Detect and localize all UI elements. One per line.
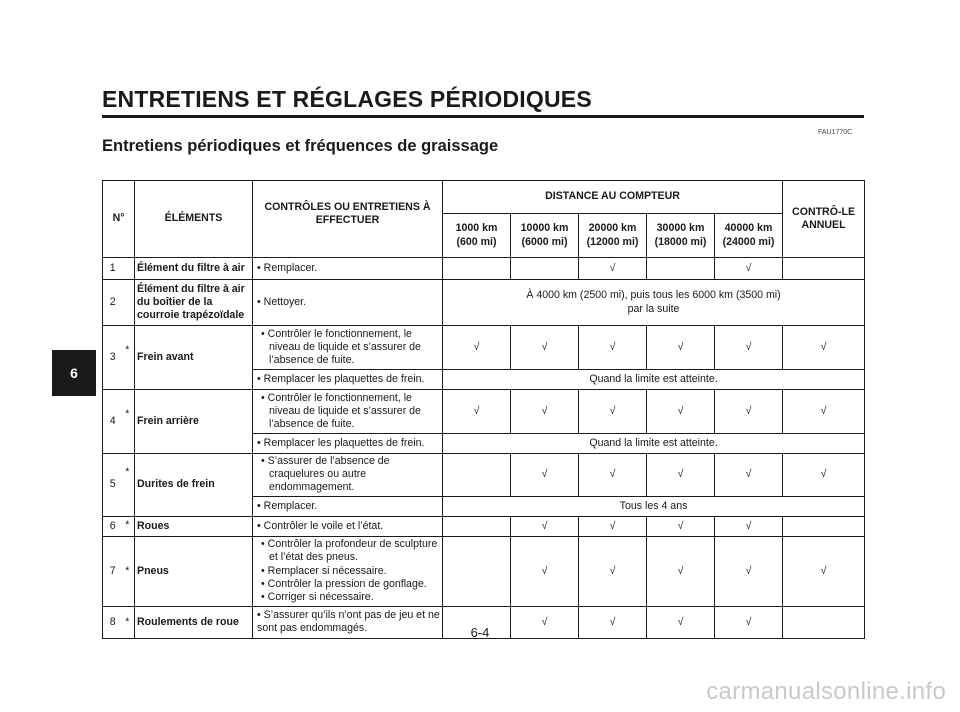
table-row bbox=[103, 516, 865, 536]
check-mark: √ bbox=[647, 516, 715, 536]
table-row bbox=[103, 258, 865, 280]
check-mark: √ bbox=[511, 536, 579, 606]
check-mark: √ bbox=[443, 326, 511, 370]
check-mark: √ bbox=[715, 536, 783, 606]
row-task: • Remplacer les plaquettes de frein. bbox=[253, 434, 443, 454]
cell-annual bbox=[783, 258, 865, 280]
interval-text: Tous les 4 ans bbox=[443, 496, 865, 516]
table-row bbox=[103, 326, 865, 370]
task-text: • S’assurer de l’absence de craquelures ou autre endommagement. bbox=[261, 455, 390, 494]
row-star: * bbox=[123, 536, 135, 606]
check-mark: √ bbox=[579, 454, 647, 497]
check-mark: √ bbox=[579, 326, 647, 370]
check-mark: √ bbox=[647, 326, 715, 370]
interval-text: À 4000 km (2500 mi), puis tous les 6000 km (3500 mi) par la suite bbox=[443, 280, 865, 326]
row-task bbox=[253, 454, 443, 497]
chapter-tab: 6 bbox=[52, 350, 96, 396]
row-element: Frein arrière bbox=[135, 390, 253, 454]
table-row bbox=[103, 280, 865, 326]
row-star bbox=[123, 280, 135, 326]
title-rule bbox=[102, 115, 864, 118]
check-mark: √ bbox=[783, 326, 865, 370]
check-mark: √ bbox=[443, 390, 511, 434]
page-title: ENTRETIENS ET RÉGLAGES PÉRIODIQUES bbox=[102, 86, 592, 112]
maintenance-table bbox=[102, 180, 865, 639]
header-dist-20000: 20000 km (12000 mi) bbox=[579, 214, 647, 258]
check-mark: √ bbox=[715, 516, 783, 536]
table-row bbox=[103, 390, 865, 434]
check-mark: √ bbox=[511, 516, 579, 536]
check-mark: √ bbox=[715, 326, 783, 370]
row-element: Pneus bbox=[135, 536, 253, 606]
check-mark: √ bbox=[647, 536, 715, 606]
row-element: Roues bbox=[135, 516, 253, 536]
check-mark: √ bbox=[511, 326, 579, 370]
header-elements: ÉLÉMENTS bbox=[135, 181, 253, 258]
row-task: • S’assurer qu’ils n’ont pas de jeu et ne sont pas endommagés. bbox=[253, 606, 443, 638]
task-text: • Remplacer si nécessaire. bbox=[261, 564, 387, 577]
cell-1000 bbox=[443, 536, 511, 606]
task-text: • Corriger si nécessaire. bbox=[261, 591, 374, 604]
check-mark: √ bbox=[579, 258, 647, 280]
row-number: 5 bbox=[103, 454, 123, 517]
row-number: 1 bbox=[103, 258, 123, 280]
cell-annual bbox=[783, 516, 865, 536]
cell-1000 bbox=[443, 454, 511, 497]
check-mark: √ bbox=[647, 390, 715, 434]
cell-30000 bbox=[647, 258, 715, 280]
header-dist-40000: 40000 km (24000 mi) bbox=[715, 214, 783, 258]
row-number: 8 bbox=[103, 606, 123, 638]
header-distance: DISTANCE AU COMPTEUR bbox=[443, 181, 783, 214]
row-task bbox=[253, 326, 443, 370]
row-task: • Remplacer. bbox=[253, 496, 443, 516]
row-star: * bbox=[123, 516, 135, 536]
row-task: • Remplacer. bbox=[253, 258, 443, 280]
cell-10000 bbox=[511, 258, 579, 280]
row-task bbox=[253, 390, 443, 434]
header-no: N° bbox=[103, 181, 135, 258]
header-dist-1000: 1000 km (600 mi) bbox=[443, 214, 511, 258]
row-element: Élément du filtre à air bbox=[135, 258, 253, 280]
check-mark: √ bbox=[647, 454, 715, 497]
header-dist-30000: 30000 km (18000 mi) bbox=[647, 214, 715, 258]
row-task: • Remplacer les plaquettes de frein. bbox=[253, 370, 443, 390]
row-number: 7 bbox=[103, 536, 123, 606]
row-element: Roulements de roue bbox=[135, 606, 253, 638]
check-mark: √ bbox=[511, 454, 579, 497]
check-mark: √ bbox=[511, 390, 579, 434]
document-code: FAU1770C bbox=[818, 129, 853, 136]
table-row bbox=[103, 536, 865, 606]
interval-text: Quand la limite est atteinte. bbox=[443, 434, 865, 454]
header-dist-10000: 10000 km (6000 mi) bbox=[511, 214, 579, 258]
cell-1000 bbox=[443, 516, 511, 536]
row-task: • Nettoyer. bbox=[253, 280, 443, 326]
header-checks: CONTRÔLES OU ENTRETIENS À EFFECTUER bbox=[253, 181, 443, 258]
check-mark: √ bbox=[579, 536, 647, 606]
row-element: Élément du filtre à air du boîtier de la courroie trapézoïdale bbox=[135, 280, 253, 326]
section-title: Entretiens périodiques et fréquences de graissage bbox=[102, 137, 499, 155]
page-number: 6-4 bbox=[470, 625, 490, 640]
check-mark: √ bbox=[715, 454, 783, 497]
row-star: * bbox=[123, 606, 135, 638]
task-text: • Contrôler la profondeur de sculpture et l’état des pneus. bbox=[261, 538, 438, 564]
check-mark: √ bbox=[579, 606, 647, 638]
check-mark: √ bbox=[715, 258, 783, 280]
header-row bbox=[103, 181, 865, 214]
task-text: • Contrôler le fonctionnement, le niveau de liquide et s’assurer de l’absence de fuite. bbox=[261, 391, 421, 431]
row-star: * bbox=[123, 390, 135, 454]
row-task: • Contrôler le voile et l’état. bbox=[253, 516, 443, 536]
row-element: Frein avant bbox=[135, 326, 253, 390]
check-mark: √ bbox=[647, 606, 715, 638]
task-text: • Contrôler la pression de gonflage. bbox=[261, 577, 427, 590]
check-mark: √ bbox=[783, 390, 865, 434]
check-mark: √ bbox=[715, 390, 783, 434]
check-mark: √ bbox=[579, 516, 647, 536]
check-mark: √ bbox=[783, 454, 865, 497]
row-star: * bbox=[123, 454, 135, 517]
interval-text: Quand la limite est atteinte. bbox=[443, 370, 865, 390]
watermark: carmanualsonline.info bbox=[706, 678, 946, 705]
row-task bbox=[253, 536, 443, 606]
cell-1000 bbox=[443, 258, 511, 280]
check-mark: √ bbox=[511, 606, 579, 638]
row-number: 4 bbox=[103, 390, 123, 454]
check-mark: √ bbox=[783, 536, 865, 606]
header-annual: CONTRÔ-LE ANNUEL bbox=[783, 181, 865, 258]
row-number: 6 bbox=[103, 516, 123, 536]
table-row bbox=[103, 454, 865, 497]
task-text: • Contrôler le fonctionnement, le niveau de liquide et s’assurer de l’absence de fuite. bbox=[261, 327, 421, 367]
check-mark: √ bbox=[715, 606, 783, 638]
row-element: Durites de frein bbox=[135, 454, 253, 517]
row-number: 2 bbox=[103, 280, 123, 326]
row-star bbox=[123, 258, 135, 280]
row-star: * bbox=[123, 326, 135, 390]
check-mark: √ bbox=[579, 390, 647, 434]
row-number: 3 bbox=[103, 326, 123, 390]
